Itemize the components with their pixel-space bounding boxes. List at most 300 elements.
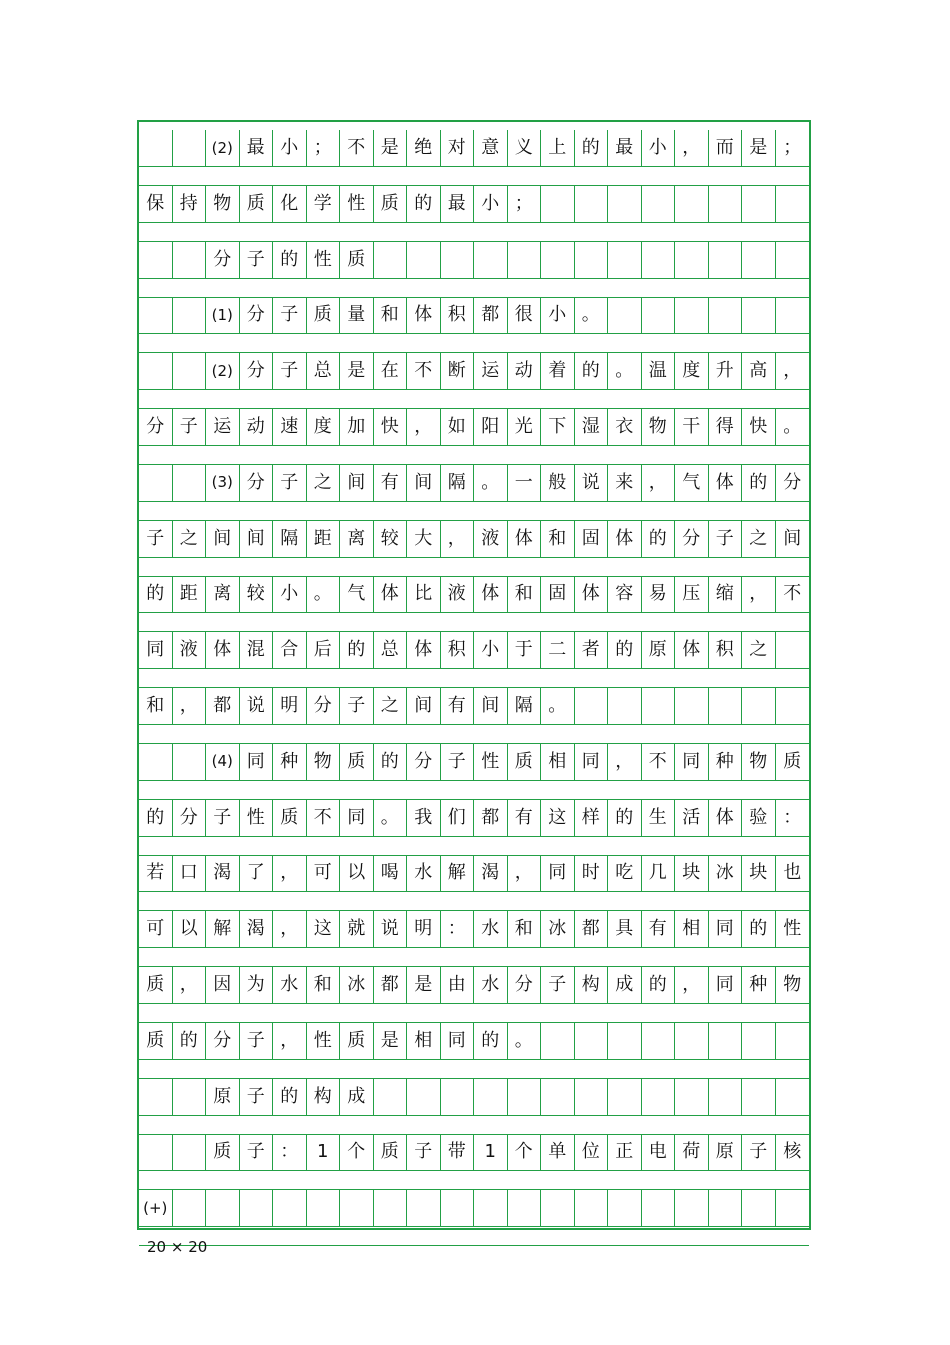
- grid-cell: 解: [206, 911, 240, 947]
- grid-cell: [709, 297, 743, 333]
- grid-cell: 的: [642, 521, 676, 557]
- grid-cell: 相: [407, 1023, 441, 1059]
- grid-cell: [374, 1190, 408, 1226]
- grid-cell: 口: [173, 855, 207, 891]
- grid-cell: [474, 1079, 508, 1115]
- grid-cell: 水: [273, 967, 307, 1003]
- grid-cell: 下: [541, 409, 575, 445]
- grid-cell: 分: [206, 242, 240, 278]
- grid-cell: 同: [340, 800, 374, 836]
- grid-row: [139, 297, 809, 333]
- grid-cell: ，: [407, 409, 441, 445]
- grid-cell: 同: [240, 744, 274, 780]
- grid-cell: 原: [709, 1134, 743, 1170]
- grid-cell: 子: [273, 353, 307, 389]
- grid-cell: 物: [742, 744, 776, 780]
- grid-cell: (+): [139, 1190, 173, 1226]
- grid-cell: [776, 688, 810, 724]
- grid-cell: 物: [783, 974, 802, 995]
- grid-cell: 。: [575, 297, 609, 333]
- grid-cell: 质: [139, 1023, 173, 1059]
- grid-cell: 是: [374, 1023, 408, 1059]
- grid-cell: 的: [575, 353, 609, 389]
- grid-cell: [709, 688, 743, 724]
- grid-cell: 子: [206, 800, 240, 836]
- grid-cell: 核: [783, 1141, 802, 1163]
- grid-cell: 着: [541, 353, 575, 389]
- grid-cell: 距: [173, 576, 207, 612]
- grid-cell: [374, 242, 408, 278]
- grid-cell: [675, 1190, 709, 1226]
- grid-cell: 。: [608, 353, 642, 389]
- grid-cell: 质: [240, 186, 274, 222]
- grid-cell: ；: [508, 186, 542, 222]
- grid-cell: [776, 186, 810, 222]
- grid-cell: 都: [474, 297, 508, 333]
- grid-cell: 上: [541, 130, 575, 166]
- grid-cell: 义: [508, 130, 542, 166]
- grid-cell: 间: [783, 527, 802, 549]
- grid-cell: 的: [173, 1023, 207, 1059]
- grid-cell: [709, 242, 743, 278]
- grid-cell: 之: [742, 632, 776, 668]
- grid-cell: 二: [541, 632, 575, 668]
- grid-cell: 子: [340, 688, 374, 724]
- grid-cell: [642, 186, 676, 222]
- grid-cell: ：: [273, 1134, 307, 1170]
- grid-cell: 衣: [608, 409, 642, 445]
- grid-cell: 液: [173, 632, 207, 668]
- grid-cell: [139, 1079, 173, 1115]
- grid-cell: 喝: [374, 855, 408, 891]
- grid-cell: 有: [441, 688, 475, 724]
- grid-cell: 之: [307, 465, 341, 501]
- row-gap: [139, 724, 809, 744]
- grid-cell: 总: [307, 353, 341, 389]
- grid-cell: [240, 1190, 274, 1226]
- grid-cell: 气: [340, 576, 374, 612]
- grid-cell: 。: [374, 800, 408, 836]
- grid-cell: 小: [273, 576, 307, 612]
- grid-cell: 子: [541, 967, 575, 1003]
- grid-cell: 相: [675, 911, 709, 947]
- grid-cell: [642, 1079, 676, 1115]
- grid-cell: 分: [206, 1023, 240, 1059]
- grid-cell: ，: [508, 855, 542, 891]
- grid-row: [139, 521, 809, 557]
- grid-cell: [441, 242, 475, 278]
- row-gap: [139, 278, 809, 298]
- grid-cell: ，: [675, 130, 709, 166]
- row-gap: [139, 222, 809, 242]
- grid-cell: [709, 186, 743, 222]
- grid-cell: 升: [709, 353, 743, 389]
- grid-cell: 度: [675, 353, 709, 389]
- grid-cell: (2): [206, 130, 240, 166]
- grid-cell: 正: [608, 1134, 642, 1170]
- grid-cell: 水: [407, 855, 441, 891]
- grid-cell: 冰: [541, 911, 575, 947]
- grid-cell: 样: [575, 800, 609, 836]
- grid-cell: [575, 1023, 609, 1059]
- grid-cell: 分: [675, 521, 709, 557]
- grid-cell: 同: [675, 744, 709, 780]
- grid-cell: 性: [307, 1023, 341, 1059]
- row-gap: [139, 668, 809, 688]
- grid-cell: 分: [407, 744, 441, 780]
- grid-cell: 者: [575, 632, 609, 668]
- grid-cell: 子: [240, 1023, 274, 1059]
- grid-cell: 原: [206, 1079, 240, 1115]
- grid-cell: 也: [783, 862, 802, 884]
- grid-cell: 度: [307, 409, 341, 445]
- grid-cell: 缩: [709, 576, 743, 612]
- grid-cell: 易: [642, 576, 676, 612]
- grid-cell: [474, 1190, 508, 1226]
- grid-cell: 同: [441, 1023, 475, 1059]
- grid-cell: 分: [240, 465, 274, 501]
- grid-cell: 小: [273, 130, 307, 166]
- grid-cell: 子: [173, 409, 207, 445]
- grid-cell: [139, 465, 173, 501]
- grid-cell: 性: [783, 918, 802, 940]
- grid-cell: [575, 688, 609, 724]
- grid-cell: 子: [742, 1134, 776, 1170]
- grid-cell: ；: [783, 137, 802, 158]
- grid-cell: [776, 1079, 810, 1115]
- grid-row: [139, 465, 809, 501]
- grid-cell: [173, 130, 207, 166]
- row-gap: [139, 780, 809, 800]
- grid-cell: 的: [407, 186, 441, 222]
- grid-cell: 。: [307, 576, 341, 612]
- grid-cell: 固: [541, 576, 575, 612]
- grid-row: [139, 855, 809, 891]
- grid-cell: 了: [240, 855, 274, 891]
- grid-cell: 的: [608, 632, 642, 668]
- grid-cell: 体: [374, 576, 408, 612]
- grid-cell: 子: [139, 521, 173, 557]
- grid-cell: [776, 297, 810, 333]
- grid-cell: 和: [374, 297, 408, 333]
- grid-cell: 子: [273, 297, 307, 333]
- grid-cell: 体: [675, 632, 709, 668]
- grid-size-label: 20 × 20: [147, 1238, 208, 1256]
- grid-cell: [575, 1190, 609, 1226]
- grid-cell: ，: [273, 911, 307, 947]
- grid-cell: [742, 1079, 776, 1115]
- grid-cell: 分: [240, 353, 274, 389]
- grid-cell: 积: [709, 632, 743, 668]
- grid-cell: 构: [575, 967, 609, 1003]
- grid-cell: [139, 744, 173, 780]
- grid-cell: 速: [273, 409, 307, 445]
- grid-cell: 子: [441, 744, 475, 780]
- grid-cell: 质: [340, 744, 374, 780]
- grid-cell: 质: [374, 186, 408, 222]
- grid-cell: 性: [474, 744, 508, 780]
- grid-cell: 这: [541, 800, 575, 836]
- row-gap: [139, 612, 809, 632]
- grid-cell: 体: [474, 576, 508, 612]
- grid-cell: [776, 242, 810, 278]
- grid-row: [139, 576, 809, 612]
- grid-cell: [642, 1023, 676, 1059]
- grid-cell: 分: [783, 471, 802, 493]
- grid-cell: 持: [173, 186, 207, 222]
- grid-row: [139, 130, 809, 166]
- grid-cell: 和: [541, 521, 575, 557]
- grid-row: [139, 353, 809, 389]
- grid-cell: 对: [441, 130, 475, 166]
- grid-cell: 的: [642, 967, 676, 1003]
- grid-cell: [776, 1190, 810, 1226]
- grid-cell: 小: [474, 632, 508, 668]
- grid-cell: 吃: [608, 855, 642, 891]
- grid-cell: [608, 186, 642, 222]
- grid-cell: 可: [307, 855, 341, 891]
- grid-cell: [474, 242, 508, 278]
- grid-cell: ，: [273, 1023, 307, 1059]
- grid-cell: 的: [575, 130, 609, 166]
- grid-cell: 不: [783, 583, 802, 605]
- grid-cell: [541, 1079, 575, 1115]
- grid-cell: 。: [783, 416, 802, 437]
- grid-cell: 都: [474, 800, 508, 836]
- grid-cell: 不: [307, 800, 341, 836]
- grid-cell: 来: [608, 465, 642, 501]
- grid-row: [139, 632, 809, 668]
- grid-cell: [173, 353, 207, 389]
- grid-cell: [742, 297, 776, 333]
- row-gap: [139, 947, 809, 967]
- grid-cell: [675, 1023, 709, 1059]
- grid-row: [139, 1023, 809, 1059]
- grid-cell: 同: [575, 744, 609, 780]
- grid-cell: 体: [709, 465, 743, 501]
- grid-cell: 分: [173, 800, 207, 836]
- grid-cell: 压: [675, 576, 709, 612]
- grid-cell: 小: [642, 130, 676, 166]
- grid-cell: 明: [273, 688, 307, 724]
- grid-cell: [709, 1079, 743, 1115]
- grid-cell: [508, 242, 542, 278]
- grid-cell: [642, 1190, 676, 1226]
- grid-cell: 很: [508, 297, 542, 333]
- grid-cell: 最: [441, 186, 475, 222]
- grid-cell: 不: [642, 744, 676, 780]
- grid-cell: 都: [206, 688, 240, 724]
- grid-cell: 质: [374, 1134, 408, 1170]
- grid-cell: 以: [340, 855, 374, 891]
- grid-cell: 隔: [273, 521, 307, 557]
- grid-cell: 子: [273, 465, 307, 501]
- grid-cell: 的: [340, 632, 374, 668]
- grid-cell: 若: [139, 855, 173, 891]
- grid-cell: 就: [340, 911, 374, 947]
- grid-cell: 于: [508, 632, 542, 668]
- row-gap: [139, 891, 809, 911]
- grid-cell: 间: [206, 521, 240, 557]
- grid-cell: [742, 186, 776, 222]
- grid-cell: [742, 688, 776, 724]
- grid-cell: 我: [407, 800, 441, 836]
- grid-cell: [608, 1079, 642, 1115]
- grid-cell: 水: [474, 967, 508, 1003]
- grid-cell: 高: [742, 353, 776, 389]
- grid-cell: [139, 130, 173, 166]
- grid-cell: 质: [139, 967, 173, 1003]
- grid-cell: ：: [783, 806, 802, 828]
- grid-cell: 积: [441, 632, 475, 668]
- grid-cell: 是: [374, 130, 408, 166]
- grid-cell: 体: [508, 521, 542, 557]
- grid-cell: 子: [240, 242, 274, 278]
- grid-cell: 和: [508, 576, 542, 612]
- grid-cell: [407, 242, 441, 278]
- grid-cell: 质: [206, 1134, 240, 1170]
- grid-cell: (4): [206, 744, 240, 780]
- grid-cell: 具: [608, 911, 642, 947]
- grid-cell: 意: [474, 130, 508, 166]
- grid-cell: 运: [206, 409, 240, 445]
- grid-row: [139, 744, 809, 780]
- grid-cell: [709, 1023, 743, 1059]
- grid-cell: 体: [206, 632, 240, 668]
- grid-cell: 同: [541, 855, 575, 891]
- grid-cell: [173, 1190, 207, 1226]
- grid-cell: 。: [541, 688, 575, 724]
- grid-cell: [541, 186, 575, 222]
- grid-cell: 不: [407, 353, 441, 389]
- grid-cell: 化: [273, 186, 307, 222]
- grid-cell: [173, 744, 207, 780]
- grid-cell: 质: [273, 800, 307, 836]
- grid-cell: 活: [675, 800, 709, 836]
- grid-cell: 的: [742, 911, 776, 947]
- row-gap: [139, 501, 809, 521]
- grid-cell: [709, 1190, 743, 1226]
- grid-cell: 之: [173, 521, 207, 557]
- grid-cell: ，: [441, 521, 475, 557]
- grid-cell: 最: [608, 130, 642, 166]
- grid-cell: [541, 242, 575, 278]
- grid-cell: 光: [508, 409, 542, 445]
- grid-cell: ，: [783, 360, 802, 382]
- grid-cell: 小: [541, 297, 575, 333]
- grid-cell: 的: [139, 576, 173, 612]
- grid-cell: 间: [474, 688, 508, 724]
- grid-cell: 质: [783, 750, 802, 772]
- grid-cell: 之: [742, 521, 776, 557]
- grid-row: [139, 911, 809, 947]
- grid-cell: [575, 1079, 609, 1115]
- grid-cell: 的: [608, 800, 642, 836]
- grid-cell: [173, 465, 207, 501]
- grid-cell: [441, 1079, 475, 1115]
- grid-cell: 的: [474, 1023, 508, 1059]
- grid-cell: 加: [340, 409, 374, 445]
- row-gap: [139, 333, 809, 353]
- grid-cell: 成: [340, 1079, 374, 1115]
- grid-cell: 成: [608, 967, 642, 1003]
- grid-cell: [675, 688, 709, 724]
- grid-cell: [173, 242, 207, 278]
- grid-cell: 间: [407, 465, 441, 501]
- grid-cell: (3): [206, 465, 240, 501]
- grid-cell: [675, 186, 709, 222]
- grid-cell: [139, 242, 173, 278]
- grid-cell: [407, 1079, 441, 1115]
- grid-cell: 子: [240, 1079, 274, 1115]
- grid-cell: 同: [709, 911, 743, 947]
- grid-cell: 的: [374, 744, 408, 780]
- grid-cell: 体: [407, 297, 441, 333]
- grid-cell: ；: [307, 130, 341, 166]
- grid-cell: 而: [709, 130, 743, 166]
- grid-cell: 原: [642, 632, 676, 668]
- grid-cell: [139, 1134, 173, 1170]
- row-gap: [139, 1003, 809, 1023]
- grid-cell: 动: [240, 409, 274, 445]
- grid-cell: 隔: [441, 465, 475, 501]
- grid-cell: [541, 1023, 575, 1059]
- grid-row: [139, 409, 809, 445]
- grid-cell: 液: [441, 576, 475, 612]
- grid-cell: [642, 688, 676, 724]
- grid-cell: 个: [340, 1134, 374, 1170]
- row-gap: [139, 1226, 809, 1246]
- grid-cell: 快: [742, 409, 776, 445]
- grid-cell: 水: [474, 911, 508, 947]
- grid-cell: [575, 186, 609, 222]
- grid-cell: 冰: [709, 855, 743, 891]
- grid-cell: 运: [474, 353, 508, 389]
- grid-cell: 物: [642, 409, 676, 445]
- grid-cell: ，: [742, 576, 776, 612]
- grid-cell: [675, 1079, 709, 1115]
- grid-cell: 保: [139, 186, 173, 222]
- grid-cell: [173, 297, 207, 333]
- grid-cell: 由: [441, 967, 475, 1003]
- grid-cell: 液: [474, 521, 508, 557]
- grid-cell: 性: [307, 242, 341, 278]
- grid-cell: [139, 353, 173, 389]
- grid-cell: 相: [541, 744, 575, 780]
- grid-cell: 块: [742, 855, 776, 891]
- grid-cell: [675, 242, 709, 278]
- grid-cell: 。: [474, 465, 508, 501]
- grid-row: [139, 967, 809, 1003]
- grid-cell: 是: [340, 353, 374, 389]
- grid-cell: 明: [407, 911, 441, 947]
- grid-cell: 同: [139, 632, 173, 668]
- grid-cell: 距: [307, 521, 341, 557]
- grid-cell: 位: [575, 1134, 609, 1170]
- grid-row: [139, 186, 809, 222]
- grid-cell: 分: [508, 967, 542, 1003]
- grid-cell: [340, 1190, 374, 1226]
- grid-cell: 电: [642, 1134, 676, 1170]
- grid-cell: [508, 1190, 542, 1226]
- grid-cell: 间: [240, 521, 274, 557]
- grid-cell: 一: [508, 465, 542, 501]
- grid-cell: 这: [307, 911, 341, 947]
- row-gap: [139, 166, 809, 186]
- grid-cell: 渴: [206, 855, 240, 891]
- grid-cell: 体: [608, 521, 642, 557]
- grid-cell: [742, 242, 776, 278]
